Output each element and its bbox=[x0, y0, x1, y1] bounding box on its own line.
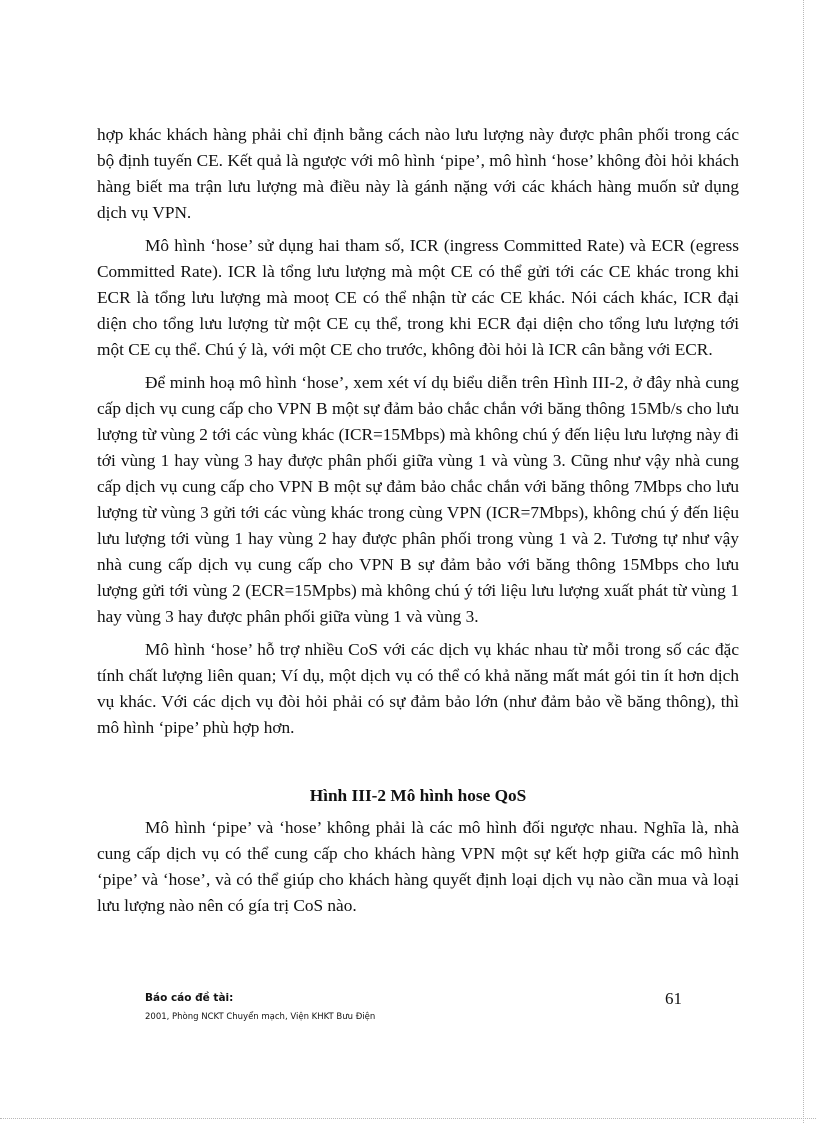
footer-title: Báo cáo đề tài: bbox=[145, 992, 234, 1004]
paragraph-continuation: hợp khác khách hàng phải chỉ định bằng cách nào lưu lượng này được phân phối trong các bộ định tuyến CE. Kết quả là ngược với mô hình ‘pipe’, mô hình ‘hose’ không đòi hỏi khách hàng biết ma trận lưu lượng mà điều này là gánh nặng với các khách hàng muốn sử dụng dịch vụ VPN. bbox=[97, 125, 739, 222]
page-number: 61 bbox=[665, 989, 682, 1008]
paragraph-hose-example: Để minh hoạ mô hình ‘hose’, xem xét ví dụ biểu diễn trên Hình III-2, ở đây nhà cung cấp dịch vụ cung cấp cho VPN B một sự đảm bảo chắc chắn với băng thông 15Mb/s cho lưu lượng từ vùng 2 tới các vùng khác (ICR=15Mbps) mà không chú ý đến liệu lưu lượng này đi tới vùng 1 hay vùng 3 hay được phân phối giữa vùng 1 và vùng 3. Cũng như vậy nhà cung cấp dịch vụ cung cấp cho VPN B một sự đảm bảo chắc chắn với băng thông 7Mbps cho lưu lượng từ vùng 3 gửi tới các vùng khác trong cùng VPN (ICR=7Mbps), không chú ý đến liệu lưu lượng tới vùng 1 hay vùng 2 hay được phân phối trong vùng 1 và 2. Tương tự như vậy nhà cung cấp dịch vụ cung cấp cho VPN B sự đảm bảo với băng thông 15Mbps cho lưu lượng gửi tới vùng 2 (ECR=15Mpbs) mà không chú ý tới liệu lưu lượng xuất phát từ vùng 1 hay vùng 3 hay được phân phối giữa vùng 1 và vùng 3. bbox=[97, 373, 739, 626]
footer-subtitle: 2001, Phòng NCKT Chuyển mạch, Viện KHKT Bưu Điện bbox=[145, 1012, 376, 1022]
page-border-bottom bbox=[0, 1118, 816, 1119]
page-border-right bbox=[803, 0, 804, 1123]
paragraph-hose-parameters: Mô hình ‘hose’ sử dụng hai tham số, ICR (ingress Committed Rate) và ECR (egress Committed Rate). ICR là tổng lưu lượng mà một CE có thể gửi tới các CE khác trong khi ECR là tổng lưu lượng mà mooṭ CE có thể nhận từ các CE khác. Nói cách khác, ICR đại diện cho tổng lưu lượng từ một CE cụ thể, trong khi ECR đại diện cho tổng lưu lượng tới một CE cụ thể. Chú ý là, với một CE cho trước, không đòi hỏi là ICR cân bằng với ECR. bbox=[97, 236, 739, 359]
paragraph-hose-cos: Mô hình ‘hose’ hỗ trợ nhiều CoS với các dịch vụ khác nhau từ mỗi trong số các đặc tính chất lượng liên quan; Ví dụ, một dịch vụ có thể có khả năng mất mát gói tin ít hơn dịch vụ khác. Với các dịch vụ đòi hỏi phải có sự đảm bảo lớn (như đảm bảo về băng thông), thì mô hình ‘pipe’ phù hợp hơn. bbox=[97, 640, 739, 737]
paragraph-closing: Mô hình ‘pipe’ và ‘hose’ không phải là các mô hình đối ngược nhau. Nghĩa là, nhà cung cấp dịch vụ có thể cung cấp cho khách hàng VPN một sự kết hợp giữa các mô hình ‘pipe’ và ‘hose’, và có thể giúp cho khách hàng quyết định loại dịch vụ nào cần mua và loại lưu lượng nào nên có gía trị CoS nào. bbox=[97, 818, 739, 915]
figure-caption: Hình III-2 Mô hình hose QoS bbox=[309, 786, 527, 805]
document-body bbox=[97, 122, 739, 926]
